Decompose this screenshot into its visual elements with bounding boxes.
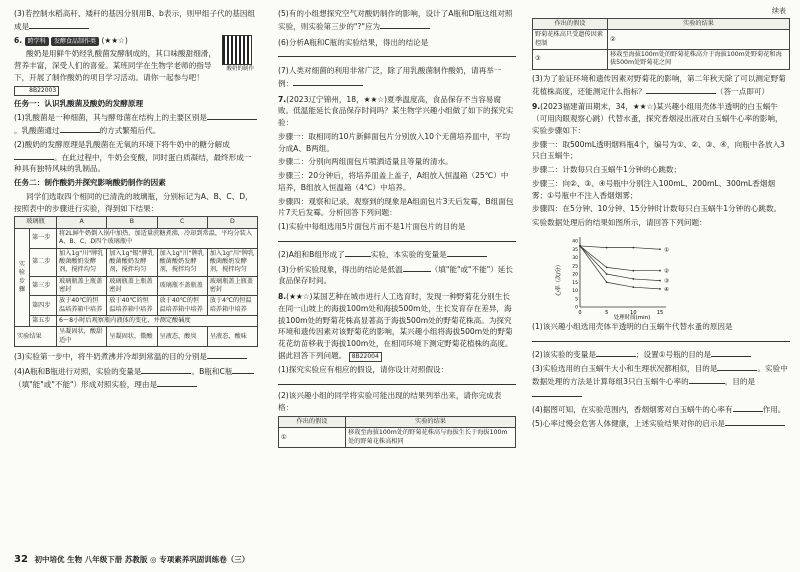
table-row: 野菊花株高只受遗传因素控制 ② xyxy=(533,30,790,50)
left-column: (3)若控制水稻高秆、矮秆的基因分别用B、b表示，则甲组子代的基因组成是 6. 跨学科 发酵食品制作类 (★★☆) 酸奶的制作 酸奶是用鲜牛奶经乳酸菌发酵制成的，其口味酸甜细滑，营养丰富，深受人们的喜爱。某班同学在生物学老师的指导下，开展了制作酸奶的项目学习活动。请你一起参与吧！ 8B22003 任务一：认识乳酸菌及酸奶的发酵原理 (1)乳酸菌是一种细菌，其与酵母菌在结构上的主要区别是。乳酸菌通过 的方式繁殖后代。 (2)酸奶的发酵原理是乳酸菌在无氧的环境下将牛奶中的糖分解成。在此过程中，牛奶会变酸，同时蛋白质凝结，最终形成一种具有独特风味的乳制品。 任务二：制作酸奶并探究影响酸奶制作的因素 同学们选取四个相同的已清洗的玻璃瓶，分别标记为A、B、C、D，按照表中的步骤进行实验，得到如下结果： 玻璃瓶 A B C D 实验步骤 第一步 将2L鲜牛奶倒入锅中加热，加适量蔗糖煮沸，冷却到常温，平均分装入A、B、C、D四个玻璃瓶中 第二步 加入1g"川"牌乳酸菌酸奶发酵剂，搅拌均匀 加入1g"锡"牌乳酸菌酸奶发酵剂，搅拌均匀 加入1g"川"牌乳酸菌酸奶发酵剂，搅拌均匀 加入1g"川"牌乳酸菌酸奶发酵剂，搅拌均匀 第三步 玻璃瓶盖上瓶盖密封 玻璃瓶盖上瓶盖密封 玻璃瓶不盖瓶盖 玻璃瓶盖上瓶盖密封 第四步 放于40℃的恒温培养箱中培养 放于40℃的恒温培养箱中培养 放于40℃的恒温培养箱中培养 放于4℃的恒温培养箱中培养 第五步 6～8小时后观察瓶内液体的变化，并测定酸碱度 实验结果 呈凝固状，酸甜适中 呈凝固状，微酸 呈液态，酸臭 呈液态，酸味 (3)实验第一步中，将牛奶煮沸并冷却到常温的目的分别是 (4)A瓶和B瓶进行对照，实验的变量是 。B瓶和C瓶（填"能"或"不能"）形成对照实验，理由是 xyxy=(14,8,258,392)
chart-series-line xyxy=(580,246,660,281)
answer-blank[interactable] xyxy=(532,333,790,342)
answer-blank[interactable] xyxy=(278,48,516,57)
answer-blank[interactable] xyxy=(293,77,363,86)
hypothesis-table-continued: 作出的假设 实验的结果 野菊花株高只受遗传因素控制 ② ③ 移栽至海拔100m处的野菊花株高介于海拔100m处野菊花和海拔500m处野菊花之间 xyxy=(532,18,790,70)
continued-table-label: 续表 xyxy=(772,7,786,15)
answer-blank[interactable] xyxy=(532,388,582,397)
experiment-table: 玻璃瓶 A B C D 实验步骤 第一步 将2L鲜牛奶倒入锅中加热，加适量蔗糖煮沸，冷却到常温，平均分装入A、B、C、D四个玻璃瓶中 第二步 加入1g"川"牌乳酸菌酸奶发酵剂，搅拌均匀 加入1g"锡"牌乳酸菌酸奶发酵剂，搅拌均匀 加入1g"川"牌乳酸菌酸奶发酵剂，搅拌均匀 加入1g"川"牌乳酸菌酸奶发酵剂，搅拌均匀 第三步 玻璃瓶盖上瓶盖密封 玻璃瓶盖上瓶盖密封 玻璃瓶不盖瓶盖 玻璃瓶盖上瓶盖密封 第四步 放于40℃的恒温培养箱中培养 放于40℃的恒温培养箱中培养 放于40℃的恒温培养箱中培养 放于4℃的恒温培养箱中培养 第五步 6～8小时后观察瓶内液体的变化，并测定酸碱度 实验结果 呈凝固状，酸甜适中 呈凝固状，微酸 呈液态，酸臭 呈液态，酸味 xyxy=(14,216,258,347)
question-code: 8B22004 xyxy=(349,352,382,362)
question-text: (3)若控制水稻高秆、矮秆的基因分别用B、b表示，则甲组子代的基因组成是 xyxy=(14,9,256,31)
answer-blank[interactable] xyxy=(733,403,763,412)
chart-data-point xyxy=(659,288,661,290)
answer-blank[interactable] xyxy=(345,248,371,257)
answer-blank[interactable] xyxy=(141,365,191,374)
answer-blank[interactable] xyxy=(207,111,257,120)
right-column: 作出的假设 实验的结果 野菊花株高只受遗传因素控制 ② ③ 移栽至海拔100m处的野菊花株高介于海拔100m处野菊花和海拔500m处野菊花之间 (3)为了验证环境和遗传因素对野菊花的影响，第二年秋天除了可以测定野菊花植株高度，还能测定什么指标？ （答一点即可） 9.(2023福建莆田期末，34，★★☆)某兴趣小组用壳体半透明的白玉蜗牛（可用肉眼观察心跳）代替水蚤，探究香烟浸出液对白玉蜗牛心率的影响，实验步骤如下： 步骤一：取500mL透明烟料瓶4个，编号为①、②、③、④，向瓶中各放入3只白玉蜗牛； 步骤二：计数每只白玉蜗牛1分钟的心跳数； 步骤三：向②、③、④号瓶中分别注入100mL、200mL、300mL香烟烟雾；①号瓶中不注入香烟烟雾； 步骤四：在5分钟、10分钟、15分钟时计数每只白玉蜗牛1分钟的心跳数。 实验数据处理后的结果如图所示，请回答下列问题： 心率（次/分） 处理时间(min) 0 5 10 15 0 5 10 15 20 25 30 35 40 ① ② ③ ④ (1)该兴趣小组选用壳体半透明的白玉蜗牛代替水蚤的原因是 (2)该实验的变量是 ；设置①号瓶的目的是 (3)实验选用的白玉蜗牛大小和生理状况都相似，目的是 。实验中数据处理的方法是计算每组3只白玉蜗牛心率的 ，目的是 (4)据图可知，在实验范围内，香烟烟雾对白玉蜗牛的心率有 作用。 (5)心率过慢会危害人体健康，上述实验结果对你的启示是 xyxy=(532,18,790,432)
chart-data-point xyxy=(632,286,634,288)
table-row: 第五步 6～8小时后观察瓶内液体的变化，并测定酸碱度 xyxy=(15,316,258,327)
answer-blank[interactable] xyxy=(60,124,100,133)
chart-x-tick-label: 0 xyxy=(578,309,582,316)
chart-y-tick-label: 10 xyxy=(572,288,578,294)
answer-blank[interactable] xyxy=(232,365,254,374)
chart-data-point xyxy=(632,278,634,280)
question-7: 7.(2023辽宁锦州，18，★★☆)夏季温度高，食品保存不当容易腐败。低温能延长食品保存时间吗？某生物学兴趣小组做了如下的探究实验： xyxy=(278,94,514,128)
answer-blank[interactable] xyxy=(725,417,785,426)
answer-cell[interactable]: ② xyxy=(608,30,790,50)
qr-label: 酸奶的制作 xyxy=(226,65,254,72)
chart-data-point xyxy=(632,247,634,249)
answer-blank[interactable] xyxy=(689,375,725,384)
answer-blank[interactable] xyxy=(14,151,54,160)
chart-x-axis-label: 处理时间(min) xyxy=(613,314,651,321)
question-8: 8.(★★☆)某国艺种在城市进行人工选育时，发现一种野菊花分别生长在同一山坡上的海拔100m处和海拔500m处，生长发育存在差异，海拔100m处的野菊花株高显著高于海拔500m处的野菊花株高。为探究环境和遗传因素对该野菊花的影响，某兴趣小组将海拔500m处的野菊花花幼苗移栽于海拔100m处，在相同环境下测定野菊花植株的高度。据此回答下列问题。 8B22004 xyxy=(278,292,513,360)
question-code: 8B22003 xyxy=(14,86,59,96)
table-row: 第四步 放于40℃的恒温培养箱中培养 放于40℃的恒温培养箱中培养 放于40℃的恒温培养箱中培养 放于4℃的恒温培养箱中培养 xyxy=(15,296,258,316)
table-row: 实验步骤 第一步 将2L鲜牛奶倒入锅中加热，加适量蔗糖煮沸，冷却到常温，平均分装入A、B、C、D四个玻璃瓶中 xyxy=(15,228,258,248)
table-row: 第二步 加入1g"川"牌乳酸菌酸奶发酵剂，搅拌均匀 加入1g"锡"牌乳酸菌酸奶发酵剂，搅拌均匀 加入1g"川"牌乳酸菌酸奶发酵剂，搅拌均匀 加入1g"川"牌乳酸菌酸奶发酵剂，搅拌均匀 xyxy=(15,248,258,276)
chart-y-tick-label: 30 xyxy=(572,255,578,261)
table-row: ① 移栽至海拔100m处的野菊花株高与海拔生长于海拔100m处的野菊花株高相同 xyxy=(279,428,516,448)
chart-series-label: ① xyxy=(664,247,669,254)
question-9: 9.(2023福建莆田期末，34，★★☆)某兴趣小组用壳体半透明的白玉蜗牛（可用肉眼观察心跳）代替水蚤，探究香烟浸出液对白玉蜗牛心率的影响，实验步骤如下： xyxy=(532,102,783,135)
chart-y-tick-label: 5 xyxy=(575,297,578,303)
answer-blank[interactable] xyxy=(711,348,751,357)
answer-blank[interactable] xyxy=(596,348,636,357)
chart-x-tick-label: 10 xyxy=(630,309,637,316)
chart-series-label: ④ xyxy=(664,286,669,293)
chart-data-point xyxy=(659,280,661,282)
chart-y-tick-label: 35 xyxy=(572,247,578,253)
chart-x-tick-label: 15 xyxy=(656,309,664,316)
chart-series xyxy=(579,245,669,293)
answer-blank[interactable] xyxy=(646,85,716,94)
answer-blank[interactable] xyxy=(278,376,516,385)
heart-rate-chart xyxy=(552,231,692,321)
chart-series-line xyxy=(580,246,660,289)
subject-tag: 跨学科 xyxy=(25,37,49,46)
question-6: 6. 跨学科 发酵食品制作类 (★★☆) 酸奶的制作 酸奶是用鲜牛奶经乳酸菌发酵制成的，其口味酸甜细滑，营养丰富，深受人们的喜爱。某班同学在生物学老师的指导下，开展了制作酸奶的项目学习活动。请你一起参与吧！ 8B22003 xyxy=(14,35,254,94)
chart-data-point xyxy=(659,248,661,250)
chart-data-point xyxy=(579,245,581,247)
chart-data-point xyxy=(606,247,608,249)
table-row: 第三步 玻璃瓶盖上瓶盖密封 玻璃瓶盖上瓶盖密封 玻璃瓶不盖瓶盖 玻璃瓶盖上瓶盖密封 xyxy=(15,276,258,296)
chart-y-tick-label: 0 xyxy=(575,305,578,311)
chart-ticks xyxy=(572,238,663,316)
chart-series-label: ② xyxy=(664,268,669,275)
table-row: ③ 移栽至海拔100m处的野菊花株高介于海拔100m处野菊花和海拔500m处野菊花之间 xyxy=(533,50,790,70)
chart-y-tick-label: 40 xyxy=(572,239,578,245)
chart-y-tick-label: 15 xyxy=(572,280,578,286)
chart-data-point xyxy=(606,281,608,283)
chart-data-point xyxy=(632,270,634,272)
answer-blank[interactable] xyxy=(29,20,89,29)
answer-blank[interactable] xyxy=(717,362,757,371)
answer-blank[interactable] xyxy=(278,233,516,242)
chart-y-tick-label: 25 xyxy=(572,264,578,270)
table-row: 实验结果 呈凝固状，酸甜适中 呈凝固状，微酸 呈液态，酸臭 呈液态，酸味 xyxy=(15,327,258,347)
page-footer: 32 初中培优 生物 八年级下册 苏教版 ◎ 专项素养巩固训练卷（三） xyxy=(14,554,250,565)
answer-blank[interactable] xyxy=(157,378,197,387)
chart-series-label: ③ xyxy=(664,278,669,285)
topic-tag: 发酵食品制作类 xyxy=(51,37,99,46)
page-number: 32 xyxy=(14,554,28,565)
chart-data-point xyxy=(659,270,661,272)
answer-cell[interactable]: ③ xyxy=(533,50,608,70)
hypothesis-table: 作出的假设 实验的结果 ① 移栽至海拔100m处的野菊花株高与海拔生长于海拔100m处的野菊花株高相同 xyxy=(278,416,516,448)
chart-data-point xyxy=(606,266,608,268)
chart-y-axis-label: 心率（次/分） xyxy=(556,261,562,297)
unit-icon: ◎ xyxy=(150,555,157,564)
chart-y-tick-label: 20 xyxy=(572,272,578,278)
qr-code-icon[interactable] xyxy=(222,35,252,65)
answer-cell[interactable]: ① xyxy=(279,428,346,448)
chart-series-line xyxy=(580,246,660,249)
chart-data-point xyxy=(606,273,608,275)
answer-blank[interactable] xyxy=(380,20,430,29)
middle-column: (5)有的小组想探究空气对酸奶制作的影响，设计了A瓶和D瓶这组对照实验，则实验第三步的"?"应为 (6)分析A瓶和C瓶的实验结果，得出的结论是 (7)人类对细菌的利用非常广泛，除了用乳酸菌制作酸奶，请再举一例： 7.(2023辽宁锦州，18，★★☆)夏季温度高，食品保存不当容易腐败。低温能延长食品保存时间吗？某生物学兴趣小组做了如下的探究实验： 步骤一：取相同的10片新鲜面包片分别放入10个无菌培养皿中，平均分成A、B两组。 步骤二：分别向两组面包片喷洒适量且等量的清水。 步骤三：20分钟后，将培养皿盖上盖子，A组放入恒温箱（25℃）中培养，B组放入恒温箱（4℃）中培养。 步骤四：观察和记录。观察到的现象是A组面包片3天后发霉，B组面包片7天后发霉。分析回答下列问题： (1)实验中每组选用5片面包片而不是1片面包片的目的是 (2)A组和B组形成了 实验，本实验的变量是 (3)分析实验现象，得出的结论是低温 （填"能"或"不能"）延长食品保存时间。 8.(★★☆)某国艺种在城市进行人工选育时，发现一种野菊花分别生长在同一山坡上的海拔100m处和海拔500m处，生长发育存在差异，海拔100m处的野菊花株高显著高于海拔500m处的野菊花株高。为探究环境和遗传因素对该野菊花的影响，某兴趣小组将海拔500m处的野菊花花幼苗移栽于海拔100m处，在相同环境下测定野菊花植株的高度。据此回答下列问题。 8B22004 (1)探究实验应有相应的假设，请你设计对照假设： (2)该兴趣小组的同学将实验可能出现的结果列举出来，请你完成表格： 作出的假设 实验的结果 ① 移栽至海拔100m处的野菊花株高与海拔生长于海拔100m处的野菊花株高相同 xyxy=(278,8,516,448)
answer-blank[interactable] xyxy=(207,350,247,359)
chart-x-tick-label: 5 xyxy=(605,309,609,316)
answer-blank[interactable] xyxy=(447,248,487,257)
answer-blank[interactable] xyxy=(403,263,431,272)
